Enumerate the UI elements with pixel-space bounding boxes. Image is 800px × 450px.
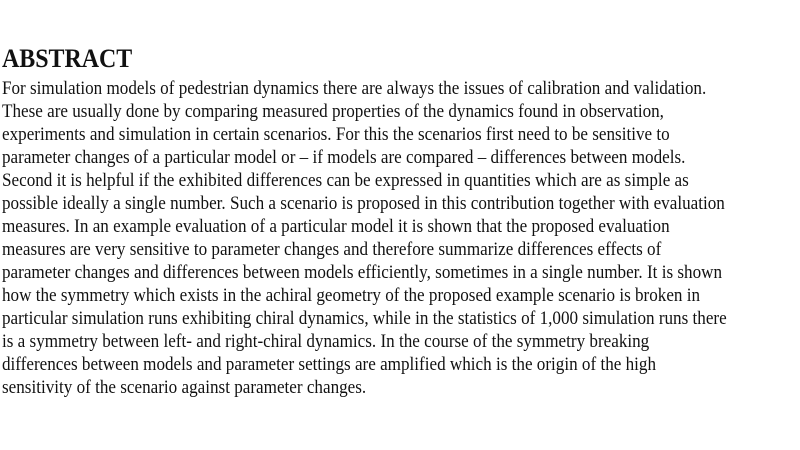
abstract-line: Second it is helpful if the exhibited differences can be expressed in quantities which are as simple as (2, 170, 689, 191)
abstract-body (2, 77, 800, 399)
abstract-line: measures. In an example evaluation of a particular model it is shown that the proposed evaluation (2, 216, 670, 237)
abstract-line: differences between models and parameter settings are amplified which is the origin of the high (2, 354, 657, 375)
abstract-line: For simulation models of pedestrian dynamics there are always the issues of calibration and validation. (2, 78, 707, 99)
abstract-line: possible ideally a single number. Such a scenario is proposed in this contribution together with evaluation (2, 193, 725, 214)
abstract-line: is a symmetry between left- and right-chiral dynamics. In the course of the symmetry breaking (2, 331, 650, 352)
abstract-line: parameter changes and differences between models efficiently, sometimes in a single number. It is shown (2, 262, 723, 283)
abstract-line: measures are very sensitive to parameter changes and therefore summarize differences effects of (2, 239, 662, 260)
abstract-line: how the symmetry which exists in the achiral geometry of the proposed example scenario is broken in (2, 285, 701, 306)
abstract-line: sensitivity of the scenario against parameter changes. (2, 377, 367, 398)
abstract-line: These are usually done by comparing measured properties of the dynamics found in observation, (2, 101, 664, 122)
abstract-line: experiments and simulation in certain scenarios. For this the scenarios first need to be sensitive to (2, 124, 670, 145)
abstract-line: particular simulation runs exhibiting chiral dynamics, while in the statistics of 1,000 simulation runs there (2, 308, 727, 329)
abstract-line: parameter changes of a particular model or – if models are compared – differences between models. (2, 147, 686, 168)
abstract-heading: ABSTRACT (2, 44, 133, 73)
